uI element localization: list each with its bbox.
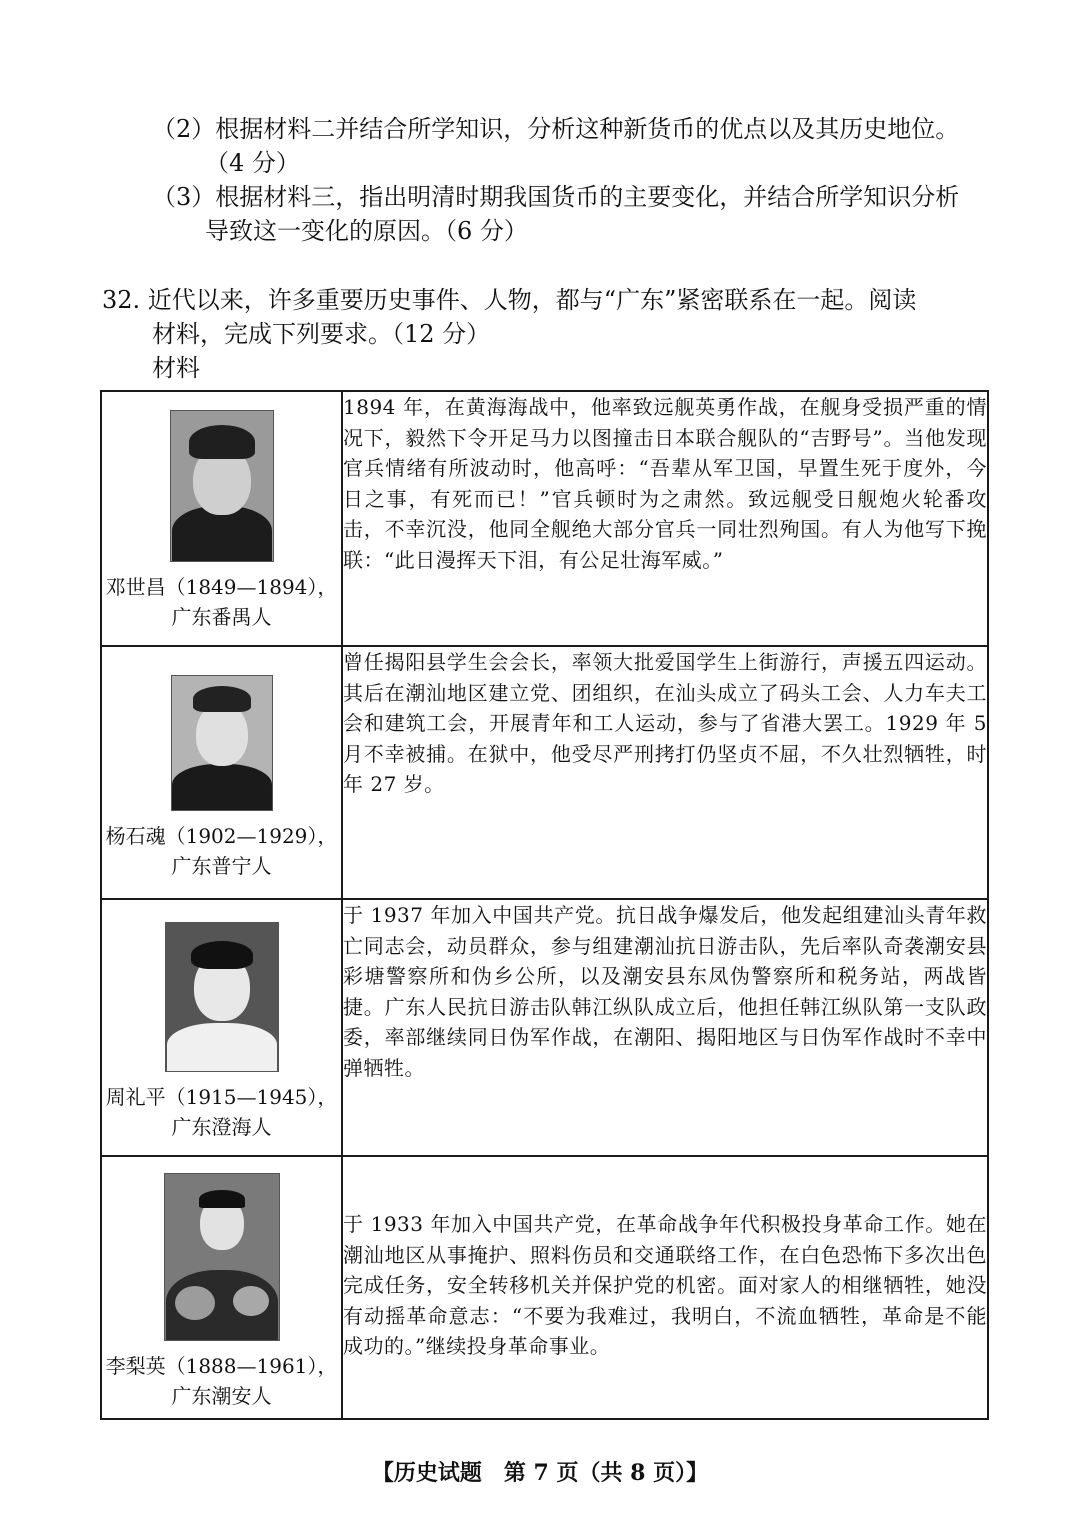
table-row <box>101 899 988 1156</box>
person-origin: 广东潮安人 <box>171 1384 272 1408</box>
question-2-line-1: （2）根据材料二并结合所学知识，分析这种新货币的优点以及其历史地位。 <box>152 115 960 143</box>
person-description-cell <box>342 1156 988 1419</box>
question-32-line-1: 32. 近代以来，许多重要历史事件、人物，都与“广东”紧密联系在一起。阅读 <box>102 286 917 314</box>
person-origin: 广东澄海人 <box>171 1115 272 1139</box>
page-footer: 【历史试题 第 7 页（共 8 页）】 <box>371 1460 709 1486</box>
portrait-photo <box>164 1173 280 1341</box>
material-label: 材料 <box>152 354 200 382</box>
person-name-years: 周礼平（1915—1945）， <box>105 1085 338 1109</box>
person-portrait-cell <box>101 646 342 899</box>
person-portrait-cell <box>101 899 342 1156</box>
table-row <box>101 646 988 899</box>
person-origin: 广东番禺人 <box>171 605 272 629</box>
person-description-cell <box>342 391 988 646</box>
person-name-years: 李梨英（1888—1961）， <box>105 1354 338 1378</box>
question-2-line-2: （4 分） <box>205 149 300 177</box>
table-row <box>101 391 988 646</box>
person-description: 于 1937 年加入中国共产党。抗日战争爆发后，他发起组建汕头青年救亡同志会，动员群众，参与组建潮汕抗日游击队，先后率队奇袭潮安县彩塘警察所和伪乡公所，以及潮安县东凤伪警察所和税务站，两战皆捷。广东人民抗日游击队韩江纵队成立后，他担任韩江纵队第一支队政委，率部继续同日伪军作战，在潮阳、揭阳地区与日伪军作战时不幸中弹牺牲。 <box>343 903 987 1080</box>
question-3-line-1: （3）根据材料三，指出明清时期我国货币的主要变化，并结合所学知识分析 <box>152 183 960 211</box>
person-name-years: 杨石魂（1902—1929）， <box>105 824 338 848</box>
person-name-years: 邓世昌（1849—1894）， <box>105 575 338 599</box>
person-description-cell <box>342 899 988 1156</box>
material-table <box>100 390 989 1420</box>
person-description: 于 1933 年加入中国共产党，在革命战争年代积极投身革命工作。她在潮汕地区从事掩护、照料伤员和交通联络工作，在白色恐怖下多次出色完成任务，安全转移机关并保护党的机密。面对家人的相继牺牲，她没有动摇革命意志：“不要为我难过，我明白，不流血牺牲，革命是不能成功的。”继续投身革命事业。 <box>343 1212 987 1358</box>
person-portrait-cell <box>101 391 342 646</box>
portrait-photo <box>170 410 274 562</box>
person-description: 1894 年，在黄海海战中，他率致远舰英勇作战，在舰身受损严重的情况下，毅然下令开足马力以图撞击日本联合舰队的“吉野号”。当他发现官兵情绪有所波动时，他高呼：“吾辈从军卫国，早置生死于度外，今日之事，有死而已！”官兵顿时为之肃然。致远舰受日舰炮火轮番攻击，不幸沉没，他同全舰绝大部分官兵一同壮烈殉国。有人为他写下挽联：“此日漫挥天下泪，有公足壮海军威。” <box>343 395 987 572</box>
question-3-line-2: 导致这一变化的原因。（6 分） <box>205 217 528 245</box>
person-origin: 广东普宁人 <box>171 854 272 878</box>
question-32-line-2: 材料，完成下列要求。（12 分） <box>152 320 491 348</box>
portrait-photo <box>171 675 273 811</box>
person-description: 曾任揭阳县学生会会长，率领大批爱国学生上街游行，声援五四运动。其后在潮汕地区建立党、团组织，在汕头成立了码头工会、人力车夫工会和建筑工会，开展青年和工人运动，参与了省港大罢工。1929 年 5 月不幸被捕。在狱中，他受尽严刑拷打仍坚贞不屈，不久壮烈牺牲，时年 27 岁。 <box>343 650 987 796</box>
person-portrait-cell <box>101 1156 342 1419</box>
person-description-cell <box>342 646 988 899</box>
portrait-photo <box>165 922 279 1072</box>
table-row <box>101 1156 988 1419</box>
